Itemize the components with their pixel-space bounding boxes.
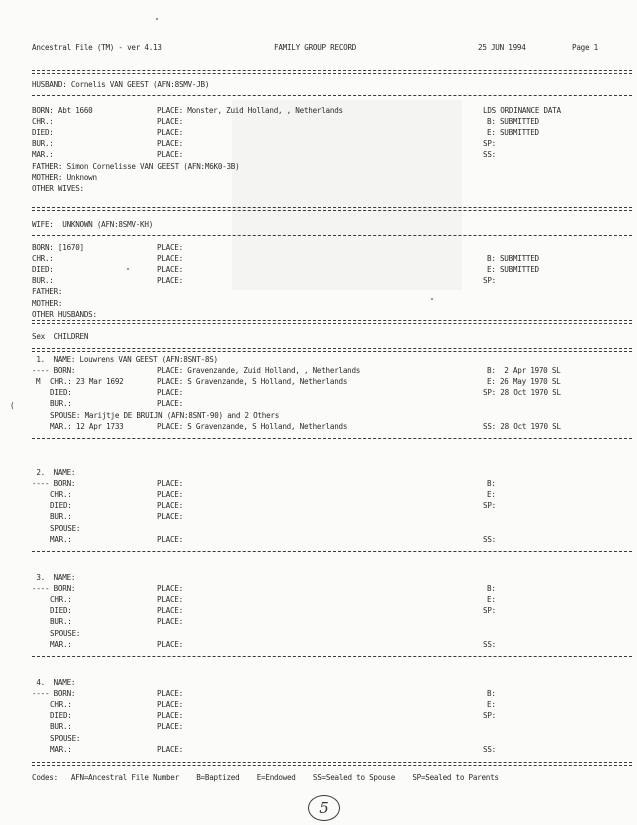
software-version: Ancestral File (TM) - ver 4.13 [32, 43, 162, 52]
double-rule [32, 70, 632, 74]
wife-name: WIFE: UNKNOWN (AFN:8SMV-KH) [32, 220, 154, 229]
dashed-rule [32, 438, 632, 439]
child-name: 1. NAME: Louwrens VAN GEEST (AFN:8SNT-8S) [32, 355, 218, 364]
child-chr: CHR.: 23 Mar 1692 [50, 377, 124, 387]
child-ord-sp: SP: [483, 501, 496, 511]
child-mar-place: PLACE: S Gravenzande, S Holland, Netherlands [157, 421, 348, 431]
scan-shadow [232, 100, 462, 290]
husband-other-wives: OTHER WIVES: [32, 183, 84, 193]
child-mar-place: PLACE: [157, 639, 183, 649]
wife-born: BORN: [1670] [32, 243, 84, 252]
husband-died: DIED: [32, 128, 54, 138]
child-bur-place: PLACE: [157, 512, 183, 522]
codes-legend: Codes: AFN=Ancestral File Number B=Baptized E=Endowed SS=Sealed to Spouse SP=Sealed to Parents [32, 773, 499, 782]
wife-other-husbands: OTHER HUSBANDS: [32, 309, 97, 319]
husband-father: FATHER: Simon Cornelisse VAN GEEST (AFN:M6K0-3B) [32, 161, 240, 171]
husband-died-place: PLACE: [157, 128, 183, 138]
child-ord-b: B: [487, 584, 496, 594]
double-rule [32, 207, 632, 211]
child-mar-place: PLACE: [157, 534, 183, 544]
husband-chr: CHR.: [32, 117, 54, 127]
child-sex: M [36, 377, 41, 387]
wife-died-place: PLACE: [157, 265, 183, 275]
husband-ord-sp: SP: [483, 139, 496, 149]
child-chr: CHR.: [50, 490, 72, 500]
child-born-place: PLACE: [157, 584, 183, 594]
child-born: ---- BORN: [32, 689, 76, 699]
child-mar: MAR.: [50, 639, 72, 649]
wife-bur: BUR.: [32, 276, 54, 286]
scan-speck [127, 268, 129, 270]
double-rule [32, 320, 632, 324]
child-bur-place: PLACE: [157, 722, 183, 732]
child-died: DIED: [50, 711, 72, 721]
child-mar-place: PLACE: [157, 744, 183, 754]
child-died-place: PLACE: [157, 606, 183, 616]
child-ord-ss: SS: [483, 534, 496, 544]
husband-ord-ss: SS: [483, 150, 496, 160]
husband-bur: BUR.: [32, 139, 54, 149]
child-died: DIED: [50, 388, 72, 398]
child-born: ---- BORN: [32, 584, 76, 594]
husband-mother: MOTHER: Unknown [32, 172, 97, 182]
child-born-place: PLACE: [157, 479, 183, 489]
child-died: DIED: [50, 501, 72, 511]
child-ord-sp: SP: 28 Oct 1970 SL [483, 388, 561, 398]
child-chr: CHR.: [50, 700, 72, 710]
child-bur: BUR.: [50, 722, 72, 732]
wife-mother: MOTHER: [32, 298, 63, 308]
wife-chr: CHR.: [32, 254, 54, 264]
child-ord-ss: SS: [483, 639, 496, 649]
child-died-place: PLACE: [157, 711, 183, 721]
child-born-place: PLACE: [157, 689, 183, 699]
child-ord-e: E: 26 May 1970 SL [487, 377, 561, 387]
husband-mar: MAR.: [32, 150, 54, 160]
child-mar: MAR.: [50, 534, 72, 544]
dashed-rule [32, 656, 632, 657]
child-chr-place: PLACE: [157, 490, 183, 500]
husband-born-place: PLACE: Monster, Zuid Holland, , Netherlands [157, 106, 343, 115]
child-ord-ss: SS: [483, 744, 496, 754]
child-bur-place: PLACE: [157, 399, 183, 409]
dashed-rule [32, 235, 632, 236]
child-ord-e: E: [487, 700, 496, 710]
child-mar: MAR.: 12 Apr 1733 [50, 421, 124, 431]
husband-name: HUSBAND: Cornelis VAN GEEST (AFN:8SMV-JB) [32, 80, 210, 89]
wife-born-place: PLACE: [157, 243, 183, 252]
child-name: 4. NAME: [32, 678, 76, 687]
child-died-place: PLACE: [157, 501, 183, 511]
child-chr: CHR.: [50, 595, 72, 605]
child-spouse: SPOUSE: [50, 523, 81, 533]
husband-bur-place: PLACE: [157, 139, 183, 149]
scan-speck [431, 298, 433, 300]
husband-ord-e: E: SUBMITTED [487, 128, 539, 138]
child-ord-sp: SP: [483, 606, 496, 616]
dashed-rule [32, 95, 632, 96]
child-chr-place: PLACE: S Gravenzande, S Holland, Netherlands [157, 377, 348, 387]
scan-speck [156, 18, 158, 20]
child-born: ---- BORN: [32, 479, 76, 489]
child-ord-ss: SS: 28 Oct 1970 SL [483, 421, 561, 431]
lds-ordinance-title: LDS ORDINANCE DATA [483, 106, 561, 115]
page-label: Page 1 [572, 43, 598, 52]
child-name: 2. NAME: [32, 468, 76, 477]
child-chr-place: PLACE: [157, 700, 183, 710]
child-bur: BUR.: [50, 512, 72, 522]
child-spouse: SPOUSE: Marijtje DE BRUIJN (AFN:8SNT-90) and 2 Others [50, 410, 280, 420]
child-ord-e: E: [487, 595, 496, 605]
double-rule [32, 348, 632, 352]
dashed-rule [32, 551, 632, 552]
child-ord-b: B: 2 Apr 1970 SL [487, 366, 561, 376]
child-bur: BUR.: [50, 617, 72, 627]
child-mar: MAR.: [50, 744, 72, 754]
child-died: DIED: [50, 606, 72, 616]
margin-mark: ( [10, 401, 15, 410]
child-ord-sp: SP: [483, 711, 496, 721]
child-ord-b: B: [487, 689, 496, 699]
child-bur-place: PLACE: [157, 617, 183, 627]
wife-ord-b: B: SUBMITTED [487, 254, 539, 264]
child-born: ---- BORN: [32, 366, 76, 376]
double-rule [32, 762, 632, 766]
husband-mar-place: PLACE: [157, 150, 183, 160]
wife-ord-e: E: SUBMITTED [487, 265, 539, 275]
wife-ord-sp: SP: [483, 276, 496, 286]
child-ord-b: B: [487, 479, 496, 489]
child-ord-e: E: [487, 490, 496, 500]
wife-bur-place: PLACE: [157, 276, 183, 286]
child-died-place: PLACE: [157, 388, 183, 398]
husband-chr-place: PLACE: [157, 117, 183, 127]
children-heading: Sex CHILDREN [32, 332, 89, 341]
wife-died: DIED: [32, 265, 54, 275]
child-spouse: SPOUSE: [50, 733, 81, 743]
child-chr-place: PLACE: [157, 595, 183, 605]
handwritten-page-number: 5 [308, 795, 340, 821]
report-date: 25 JUN 1994 [478, 43, 526, 52]
child-name: 3. NAME: [32, 573, 76, 582]
wife-father: FATHER: [32, 287, 63, 297]
child-spouse: SPOUSE: [50, 628, 81, 638]
husband-born: BORN: Abt 1660 [32, 106, 93, 115]
wife-chr-place: PLACE: [157, 254, 183, 264]
report-title: FAMILY GROUP RECORD [274, 43, 357, 52]
child-bur: BUR.: [50, 399, 72, 409]
child-born-place: PLACE: Gravenzande, Zuid Holland, , Netherlands [157, 366, 361, 376]
husband-ord-b: B: SUBMITTED [487, 117, 539, 127]
